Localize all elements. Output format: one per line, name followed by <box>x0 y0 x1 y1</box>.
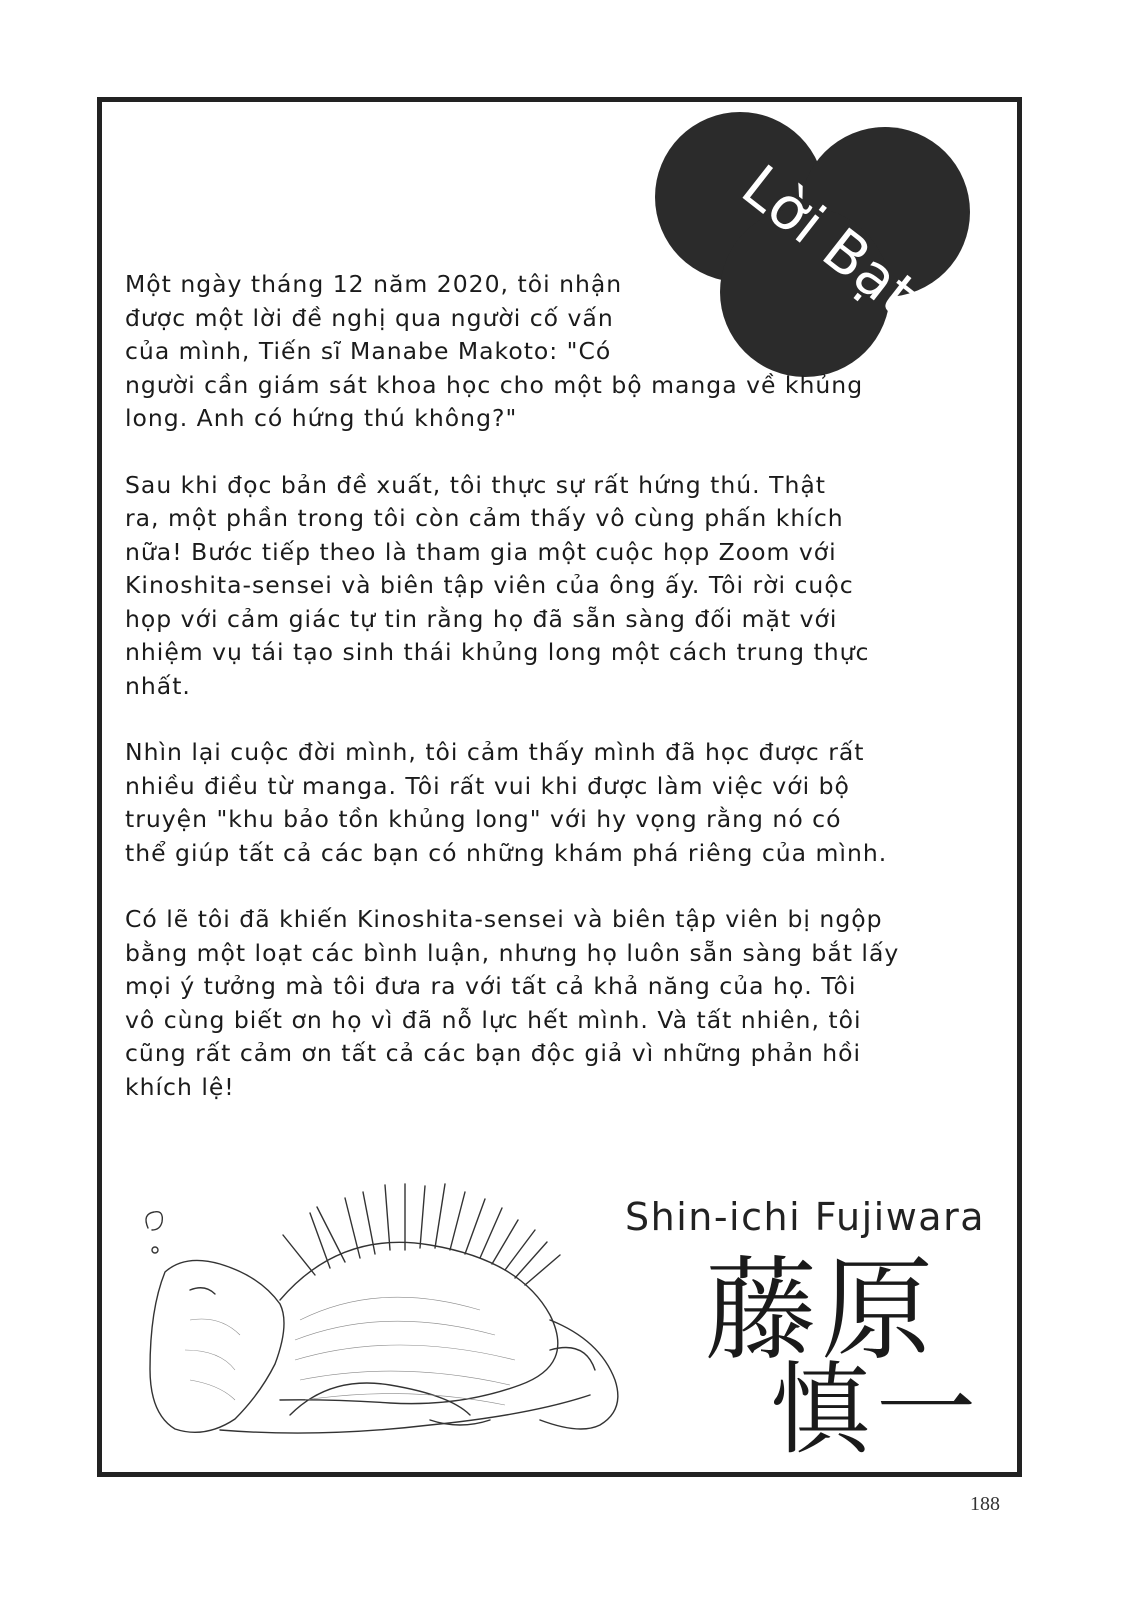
text-line: họp với cảm giác tự tin rằng họ đã sẵn sàng đối mặt với <box>125 604 838 633</box>
text-line: nhiệm vụ tái tạo sinh thái khủng long một cách trung thực <box>125 638 870 666</box>
sleeping-dinosaur-sketch-icon <box>130 1180 660 1450</box>
text-line: Kinoshita-sensei và biên tập viên của ông ấy. Tôi rời cuộc <box>125 571 854 599</box>
signature-roman: Shin-ichi Fujiwara <box>625 1195 985 1239</box>
text-line: nhiều điều từ manga. Tôi rất vui khi được làm việc với bộ <box>125 771 850 800</box>
paragraph-1 <box>125 268 995 436</box>
text-line: vô cùng biết ơn họ vì đã nỗ lực hết mình. Và tất nhiên, tôi <box>125 1005 862 1034</box>
page-number: 188 <box>970 1493 1000 1515</box>
text-line: người cần giám sát khoa học cho một bộ manga về khủng <box>125 370 864 399</box>
signature-kanji-surname: 藤原 <box>705 1246 937 1376</box>
text-line: Sau khi đọc bản đề xuất, tôi thực sự rất hứng thú. Thật <box>125 470 826 499</box>
paragraph-4 <box>125 903 995 1104</box>
text-line: Có lẽ tôi đã khiến Kinoshita-sensei và biên tập viên bị ngộp <box>125 905 883 933</box>
text-line: bằng một loạt các bình luận, nhưng họ luôn sẵn sàng bắt lấy <box>125 938 900 967</box>
text-line: long. Anh có hứng thú không?" <box>125 404 518 432</box>
text-line: của mình, Tiến sĩ Manabe Makoto: "Có <box>125 337 612 365</box>
text-line: Nhìn lại cuộc đời mình, tôi cảm thấy mình đã học được rất <box>125 738 865 766</box>
text-line: khích lệ! <box>125 1072 235 1101</box>
text-line: ra, một phần trong tôi còn cảm thấy vô cùng phấn khích <box>125 504 844 532</box>
paragraph-3 <box>125 736 995 870</box>
text-line: Một ngày tháng 12 năm 2020, tôi nhận <box>125 270 623 298</box>
paragraph-2 <box>125 469 995 704</box>
text-line: truyện "khu bảo tồn khủng long" với hy vọng rằng nó có <box>125 805 842 833</box>
text-line: thể giúp tất cả các bạn có những khám phá riêng của mình. <box>125 838 888 867</box>
text-line: nữa! Bước tiếp theo là tham gia một cuộc họp Zoom với <box>125 537 837 566</box>
page-title: Lời Bạt <box>729 151 930 329</box>
text-line: cũng rất cảm ơn tất cả các bạn độc giả vì những phản hồi <box>125 1039 861 1067</box>
text-line: mọi ý tưởng mà tôi đưa ra với tất cả khả năng của họ. Tôi <box>125 972 857 1000</box>
text-line: được một lời đề nghị qua người cố vấn <box>125 303 614 332</box>
signature-kanji-given-name: 慎一 <box>770 1351 982 1468</box>
text-line: nhất. <box>125 671 191 700</box>
afterword-text <box>125 268 995 1137</box>
